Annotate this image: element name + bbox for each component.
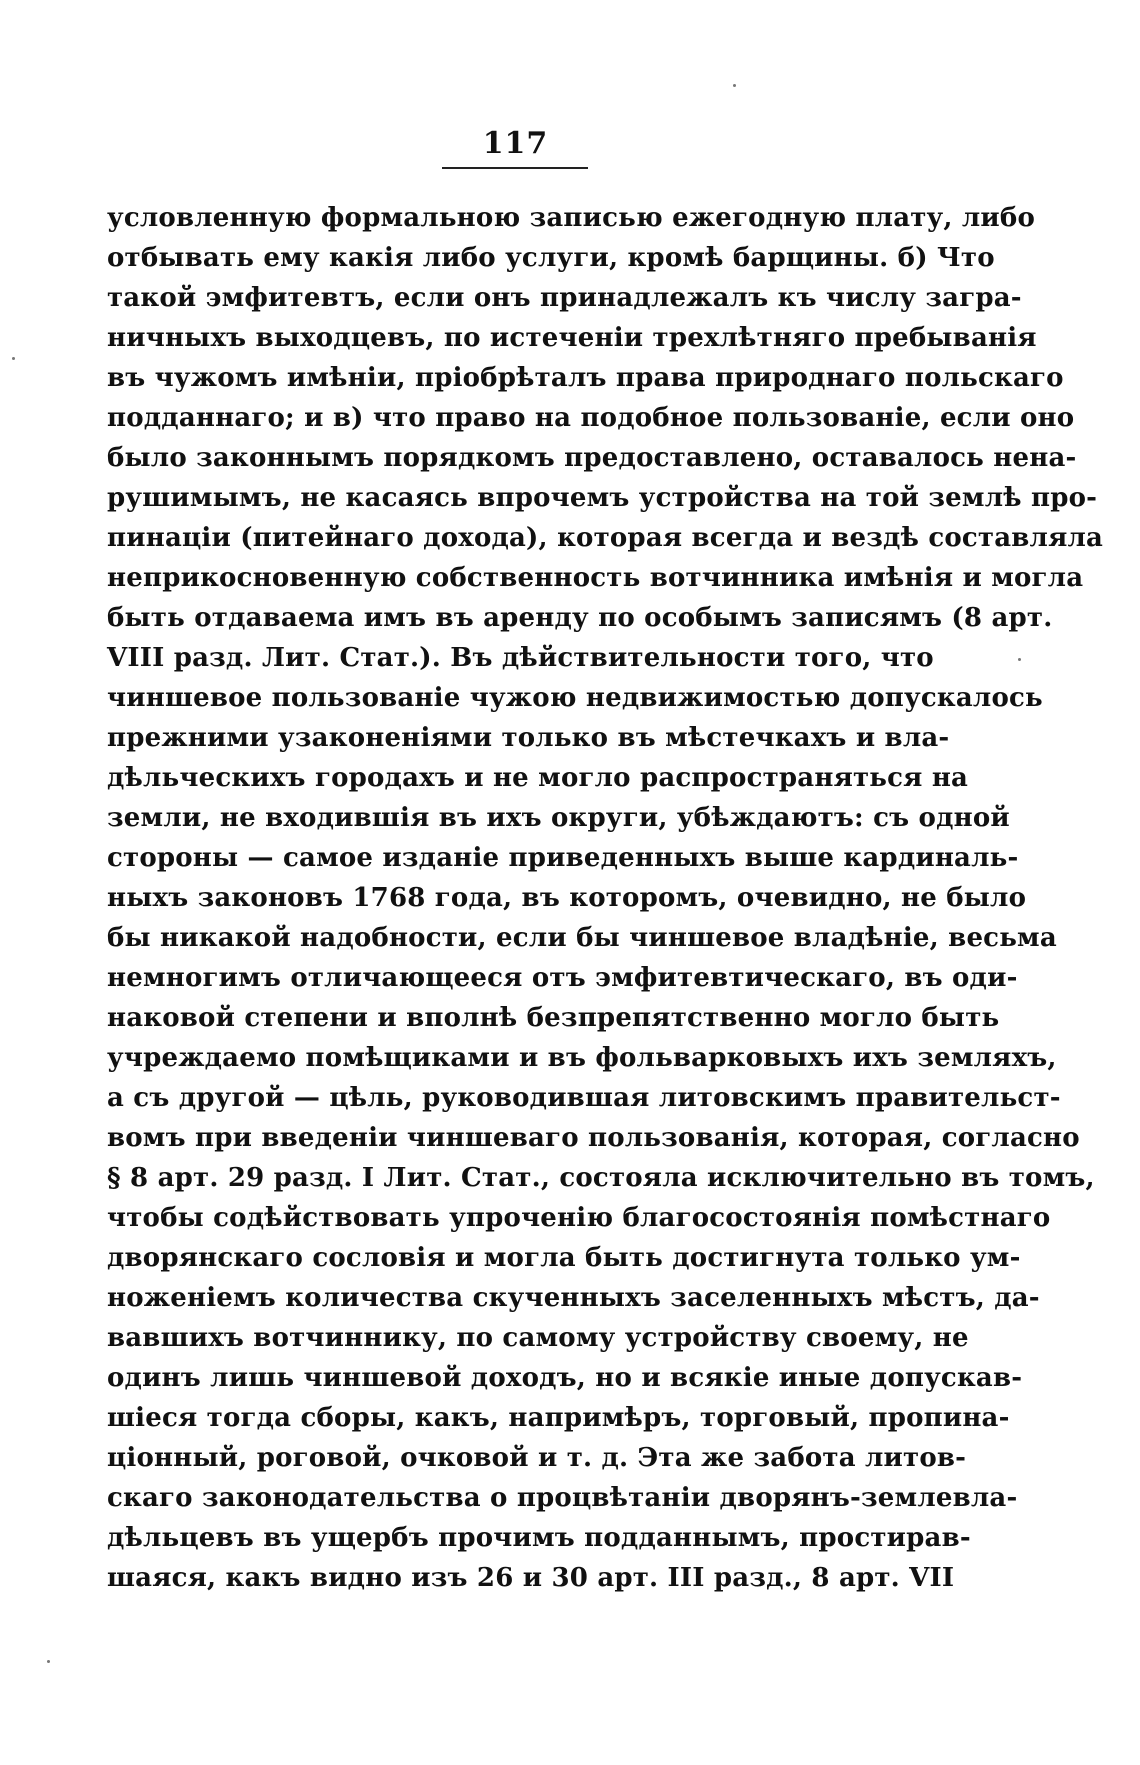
scan-speck — [1018, 658, 1021, 661]
text-line: § 8 арт. 29 разд. I Лит. Стат., состояла исключительно въ томъ, — [107, 1163, 1095, 1193]
scan-speck — [47, 1660, 50, 1663]
text-line: VIII разд. Лит. Стат.). Въ дѣйствительности того, что — [107, 643, 934, 673]
text-line: дворянскаго сословія и могла быть достигнута только ум- — [107, 1243, 1021, 1273]
text-line: ноженіемъ количества скученныхъ заселенныхъ мѣстъ, да- — [107, 1283, 1040, 1313]
text-line: отбывать ему какія либо услуги, кромѣ барщины. б) Что — [107, 243, 995, 273]
page-number-rule — [442, 167, 588, 169]
text-line: скаго законодательства о процвѣтаніи дворянъ-землевла- — [107, 1483, 1018, 1513]
text-line: наковой степени и вполнѣ безпрепятственно могло быть — [107, 1003, 1000, 1033]
text-line: вомъ при введеніи чиншеваго пользованія, которая, согласно — [107, 1123, 1080, 1153]
text-line: подданнаго; и в) что право на подобное пользованіе, если оно — [107, 403, 1075, 433]
text-line: прежними узаконеніями только въ мѣстечкахъ и вла- — [107, 723, 950, 753]
text-line: неприкосновенную собственность вотчинника имѣнія и могла — [107, 563, 1084, 593]
scan-speck — [733, 84, 736, 87]
text-line: бы никакой надобности, если бы чиншевое владѣніе, весьма — [107, 923, 1057, 953]
page-number: 117 — [482, 126, 549, 161]
text-line: шіеся тогда сборы, какъ, напримѣръ, торговый, пропина- — [107, 1403, 1010, 1433]
text-line: быть отдаваема имъ въ аренду по особымъ записямъ (8 арт. — [107, 603, 1053, 633]
text-line: условленную формальною записью ежегодную плату, либо — [107, 203, 1036, 233]
text-line: ничныхъ выходцевъ, по истеченіи трехлѣтняго пребыванія — [107, 323, 1037, 353]
text-line: рушимымъ, не касаясь впрочемъ устройства на той землѣ про- — [107, 483, 1098, 513]
text-line: дѣльцевъ въ ущербъ прочимъ подданнымъ, простирав- — [107, 1523, 971, 1553]
scan-speck — [12, 357, 15, 360]
text-line: дѣльческихъ городахъ и не могло распространяться на — [107, 763, 969, 793]
text-line: ныхъ законовъ 1768 года, въ которомъ, очевидно, не было — [107, 883, 1027, 913]
text-line: а съ другой — цѣль, руководившая литовскимъ правительст- — [107, 1083, 1061, 1113]
text-line: земли, не входившія въ ихъ округи, убѣждаютъ: съ одной — [107, 803, 1010, 833]
body-text — [107, 198, 1104, 1598]
text-line: чтобы содѣйствовать упроченію благосостоянія помѣстнаго — [107, 1203, 1051, 1233]
text-line: чиншевое пользованіе чужою недвижимостью допускалось — [107, 683, 1043, 713]
text-line: было законнымъ порядкомъ предоставлено, оставалось нена- — [107, 443, 1077, 473]
text-line: немногимъ отличающееся отъ эмфитевтическаго, въ оди- — [107, 963, 1018, 993]
text-line: такой эмфитевтъ, если онъ принадлежалъ къ числу загра- — [107, 283, 1022, 313]
text-line: пинаціи (питейнаго дохода), которая всегда и вездѣ составляла — [107, 523, 1104, 553]
text-line: учреждаемо помѣщиками и въ фольварковыхъ ихъ земляхъ, — [107, 1043, 1057, 1073]
text-line: шаяся, какъ видно изъ 26 и 30 арт. III разд., 8 арт. VII — [107, 1563, 955, 1593]
text-line: вавшихъ вотчиннику, по самому устройству своему, не — [107, 1323, 969, 1353]
text-line: въ чужомъ имѣніи, пріобрѣталъ права природнаго польскаго — [107, 363, 1064, 393]
text-line: стороны — самое изданіе приведенныхъ выше кардиналь- — [107, 843, 1019, 873]
text-line: ціонный, роговой, очковой и т. д. Эта же забота литов- — [107, 1443, 967, 1473]
text-line: одинъ лишь чиншевой доходъ, но и всякіе иные допускав- — [107, 1363, 1023, 1393]
